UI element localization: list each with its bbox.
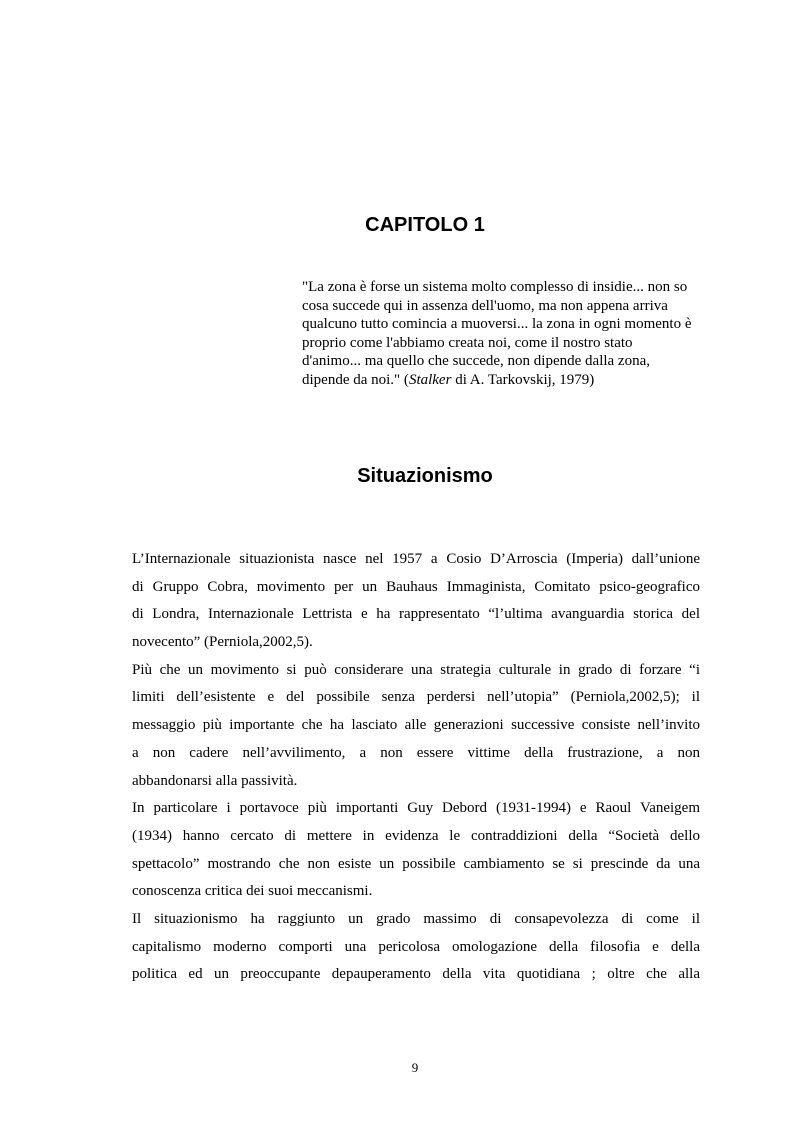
body-line: di Gruppo Cobra, movimento per un Bauhaus Immaginista, Comitato psico-geografico bbox=[132, 578, 700, 595]
body-line: In particolare i portavoce più importanti Guy Debord (1931-1994) e Raoul Vaneigem bbox=[132, 800, 700, 817]
body-line: novecento” (Perniola,2002,5). bbox=[132, 634, 313, 651]
epigraph-line: d'animo... ma quello che succede, non dipende dalla zona, bbox=[302, 353, 650, 369]
page-number: 9 bbox=[411, 1060, 419, 1075]
epigraph-line: qualcuno tutto comincia a muoversi... la zona in ogni momento è bbox=[302, 316, 692, 332]
body-line: limiti dell’esistente e del possibile senza perdersi nell’utopia” (Perniola,2002,5); il bbox=[132, 689, 700, 706]
epigraph-film-title: Stalker bbox=[408, 371, 452, 388]
chapter-title: CAPITOLO 1 bbox=[365, 214, 485, 236]
body-line: a non cadere nell’avvilimento, a non essere vittime della frustrazione, a non bbox=[132, 744, 700, 761]
body-line: spettacolo” mostrando che non esiste un possibile cambiamento se si prescinde da una bbox=[132, 855, 700, 872]
section-title: Situazionismo bbox=[357, 465, 493, 487]
body-line: Il situazionismo ha raggiunto un grado massimo di consapevolezza di come il bbox=[132, 910, 700, 927]
epigraph-line: "La zona è forse un sistema molto complesso di insidie... non so bbox=[302, 279, 688, 295]
epigraph-quote bbox=[302, 278, 727, 389]
body-line: conoscenza critica dei suoi meccanismi. bbox=[132, 883, 373, 900]
body-line: L’Internazionale situazionista nasce nel 1957 a Cosio D’Arroscia (Imperia) dall’unione bbox=[132, 551, 700, 567]
body-line: messaggio più importante che ha lasciato alle generazioni successive consiste nell’invito bbox=[132, 717, 700, 734]
epigraph-line: cosa succede qui in assenza dell'uomo, ma non appena arriva bbox=[302, 297, 668, 314]
body-line: capitalismo moderno comporti una pericolosa omologazione della filosofia e della bbox=[132, 938, 700, 955]
body-line: di Londra, Internazionale Lettrista e ha rappresentato “l’ultima avanguardia storica del bbox=[132, 606, 700, 623]
body-line: (1934) hanno cercato di mettere in evidenza le contraddizioni della “Società dello bbox=[132, 827, 700, 844]
epigraph-citation-prefix: dipende da noi." ( bbox=[302, 371, 409, 388]
body-line: Più che un movimento si può considerare una strategia culturale in grado di forzare “i bbox=[132, 661, 700, 678]
body-line: abbandonarsi alla passività. bbox=[132, 772, 298, 789]
epigraph-citation-suffix: di A. Tarkovskij, 1979) bbox=[451, 371, 595, 388]
epigraph-citation-line bbox=[302, 371, 727, 390]
body-paragraphs bbox=[132, 546, 700, 989]
body-line: politica ed un preoccupante depauperamento della vita quotidiana ; oltre che alla bbox=[132, 966, 700, 983]
epigraph-line: proprio come l'abbiamo creata noi, come il nostro stato bbox=[302, 334, 633, 351]
